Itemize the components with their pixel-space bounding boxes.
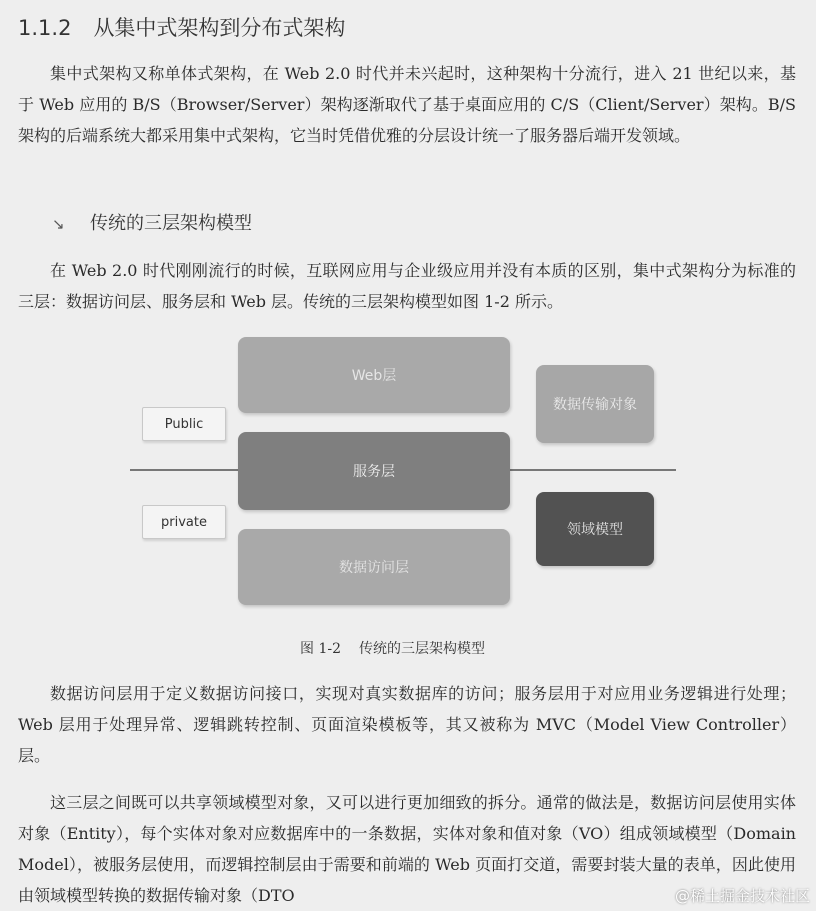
paragraph-2-text: 在 Web 2.0 时代刚刚流行的时候，互联网应用与企业级应用并没有本质的区别，集中式架构分为标准的三层：数据访问层、服务层和 Web 层。传统的三层架构模型如图 1-2 所示。 — [18, 261, 796, 311]
web-layer — [238, 337, 510, 413]
figure-title: 传统的三层架构模型 — [359, 641, 485, 657]
subsection-heading — [52, 209, 252, 235]
arrow-bullet-icon: ↘ — [52, 215, 65, 233]
watermark: @稀土掘金技术社区 — [674, 887, 810, 905]
domain-model-box-label: 领域模型 — [567, 522, 623, 538]
section-title: 从集中式架构到分布式架构 — [93, 16, 346, 40]
paragraph-centralized-architecture — [18, 58, 796, 151]
service-layer — [238, 432, 510, 510]
subsection-title: 传统的三层架构模型 — [90, 213, 252, 234]
public-label: Public — [142, 407, 226, 441]
paragraph-1-text: 集中式架构又称单体式架构，在 Web 2.0 时代并未兴起时，这种架构十分流行，进入 21 世纪以来，基于 Web 应用的 B/S（Browser/Server）架构逐渐取代了基于桌面应用的 C/S（Client/Server）架构。B/S 架构的后端系统大都采用集中式架构，它当时凭借优雅的分层设计统一了服务器后端开发领域。 — [18, 64, 796, 145]
section-heading — [18, 12, 345, 42]
three-tier-architecture-diagram — [130, 335, 690, 615]
paragraph-4-text: 这三层之间既可以共享领域模型对象，又可以进行更加细致的拆分。通常的做法是，数据访问层使用实体对象（Entity），每个实体对象对应数据库中的一条数据，实体对象和值对象（VO）组成领域模型（Domain Model），被服务层使用，而逻辑控制层由于需要和前端的 Web 页面打交道，需要封装大量的表单，因此使用由领域模型转换的数据传输对象（DTO — [18, 793, 796, 905]
dto-box-label: 数据传输对象 — [553, 397, 637, 413]
paragraph-layer-duties — [18, 678, 796, 771]
paragraph-3-text: 数据访问层用于定义数据访问接口，实现对真实数据库的访问；服务层用于对应用业务逻辑进行处理；Web 层用于处理异常、逻辑跳转控制、页面渲染模板等，其又被称为 MVC（Model View Controller）层。 — [18, 684, 796, 765]
dto-box — [536, 365, 654, 443]
web-layer-label: Web层 — [351, 368, 397, 384]
section-number: 1.1.2 — [18, 16, 72, 40]
paragraph-three-tier-intro — [18, 255, 796, 317]
service-layer-label: 服务层 — [353, 464, 395, 480]
domain-model-box — [536, 492, 654, 566]
figure-number: 图 1-2 — [300, 641, 341, 657]
figure-caption — [300, 638, 485, 658]
private-label: private — [142, 505, 226, 539]
data-access-layer — [238, 529, 510, 605]
data-access-layer-label: 数据访问层 — [339, 560, 409, 576]
